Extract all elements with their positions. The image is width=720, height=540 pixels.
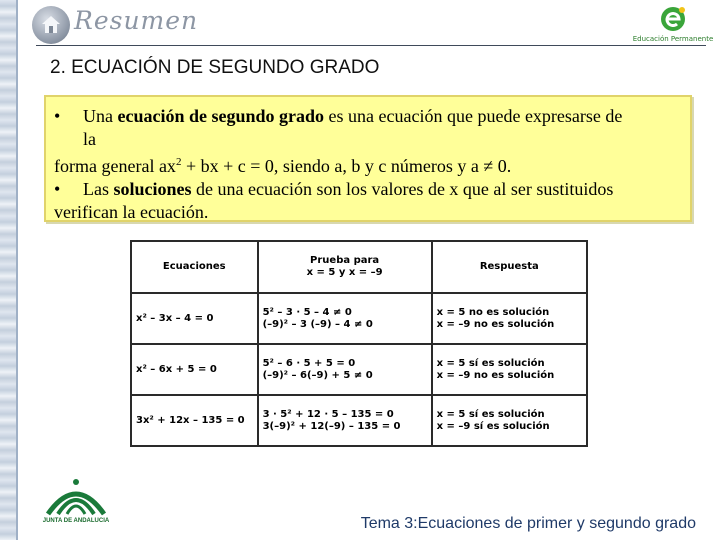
equation-cell: 3x² + 12x – 135 = 0: [131, 395, 258, 446]
definition-box: [44, 95, 692, 222]
header: [28, 0, 720, 50]
header-prueba: Prueba para x = 5 y x = –9: [258, 241, 432, 293]
term-ecuacion-segundo-grado: ecuación de segundo grado: [117, 106, 325, 126]
equation-cell: x² – 3x – 4 = 0: [131, 293, 258, 344]
e-letter-logo-icon: [658, 4, 688, 34]
home-icon[interactable]: [32, 6, 70, 44]
footer-caption: Tema 3:Ecuaciones de primer y segundo grado: [360, 515, 696, 532]
test-cell: 5² – 6 · 5 + 5 = 0 (–9)² – 6(–9) + 5 ≠ 0: [258, 344, 432, 395]
left-decorative-strip: [0, 0, 18, 540]
logo-caption: Educación Permanente: [632, 35, 714, 43]
equation-cell: x² – 6x + 5 = 0: [131, 344, 258, 395]
answer-cell: x = 5 sí es solución x = –9 sí es solución: [432, 395, 587, 446]
test-cell: 5² – 3 · 5 – 4 ≠ 0 (–9)² – 3 (–9) – 4 ≠ 0: [258, 293, 432, 344]
table-row: [131, 395, 587, 446]
term-soluciones: soluciones: [113, 179, 192, 199]
definition-line-5: verifican la ecuación.: [54, 202, 209, 222]
table-row: [131, 344, 587, 395]
educacion-permanente-logo: [632, 4, 714, 44]
header-ecuaciones: Ecuaciones: [131, 241, 258, 293]
definition-line-1: • Una ecuación de segundo grado es una ecuación que puede expresarse de: [54, 106, 623, 126]
section-title: 2. ECUACIÓN DE SEGUNDO GRADO: [50, 57, 380, 78]
junta-de-andalucia-logo: [38, 478, 114, 530]
header-respuesta: Respuesta: [432, 241, 587, 293]
answer-cell: x = 5 sí es solución x = –9 no es solución: [432, 344, 587, 395]
table-row: [131, 293, 587, 344]
definition-line-4: • Las soluciones de una ecuación son los valores de x que al ser sustituidos: [54, 179, 614, 199]
equations-table: [130, 240, 588, 447]
test-cell: 3 · 5² + 12 · 5 – 135 = 0 3(–9)² + 12(–9) – 135 = 0: [258, 395, 432, 446]
header-title: Resumen: [74, 6, 199, 35]
junta-caption: JUNTA DE ANDALUCIA: [42, 518, 110, 524]
definition-line-2: la: [83, 129, 96, 149]
header-divider: [36, 45, 706, 46]
junta-emblem-icon: [38, 478, 114, 518]
table-header-row: [131, 241, 587, 293]
answer-cell: x = 5 no es solución x = –9 no es solución: [432, 293, 587, 344]
definition-line-3: forma general $ax^2$ + bx + c = 0, siendo a, b y c números y a ≠ 0.: [54, 156, 512, 176]
